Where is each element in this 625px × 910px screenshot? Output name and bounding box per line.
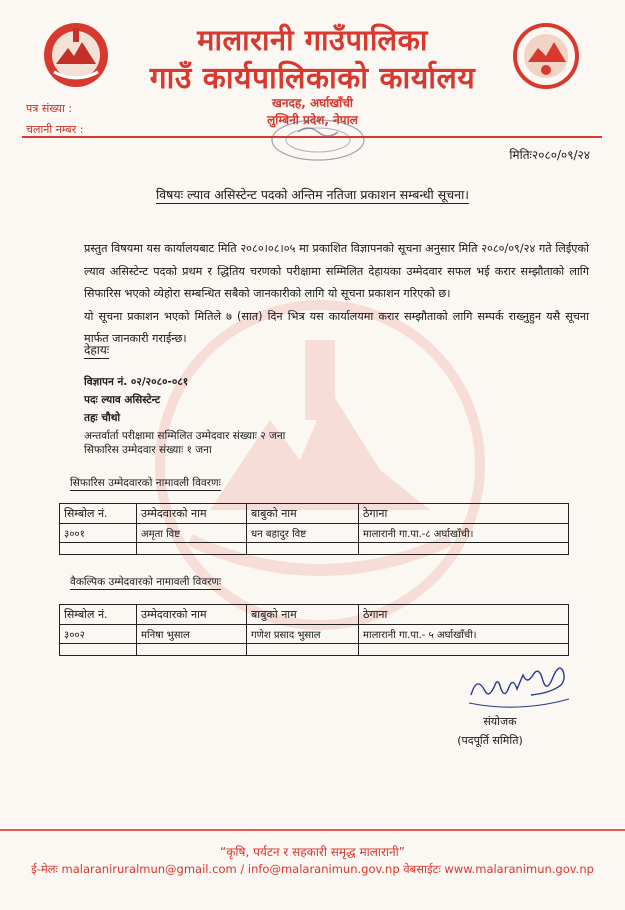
table-spacer-row (60, 543, 569, 555)
cell-candidate: अमृता विष्ट (137, 524, 247, 543)
table-row (60, 625, 569, 644)
recommended-table (59, 503, 569, 555)
body-paragraph-1: प्रस्तुत विषयमा यस कार्यालयबाट मिति २०८०।०८।०५ मा प्रकाशित विज्ञापनको सूचना अनुसार मिति २०८०/०९/२४ गते लिईएको ल्याव असिस्टेन्ट पदको प्रथम र द्धितिय चरणको परीक्षामा सम्मिलित देहायका उम्मेदवार सफल भई करार सम्झौताको लागि सिफारिस भएको व्येहोरा सम्बन्धित सबैको जानकारीको लागि यो सूचना प्रकाशन गरिएको छ। (84, 242, 589, 300)
post-level: तहः चौथो (84, 412, 121, 424)
cell-candidate: मनिषा भुसाल (137, 625, 247, 644)
signature-icon (465, 655, 575, 715)
office-address-line2: लुम्बिनी प्रदेश, नेपाल (267, 113, 358, 127)
recommended-section-title: सिफारिस उम्मेदवारको नामावली विवरणः (70, 477, 221, 489)
subject-line (0, 186, 625, 203)
col-candidate: उम्मेदवारको नाम (137, 605, 247, 625)
alternate-section-title: वैकल्पिक उम्मेदवारको नामावली विवरणः (70, 576, 222, 588)
col-symbol: सिम्बोल नं. (60, 504, 137, 524)
col-address: ठेगाना (359, 605, 569, 625)
interview-count: अन्तर्वार्ता परीक्षामा सम्मिलित उम्मेदवार संख्याः २ जना (84, 430, 286, 442)
footer-divider (0, 829, 625, 831)
alternate-table (59, 604, 569, 656)
table-row (60, 524, 569, 543)
col-father: बाबुको नाम (247, 504, 359, 524)
office-stamp-icon (268, 118, 368, 182)
col-father: बाबुको नाम (247, 605, 359, 625)
cell-father: गणेश प्रसाद भुसाल (247, 625, 359, 644)
body-paragraph-2: यो सूचना प्रकाशन भएको मितिले ७ (सात) दिन भित्र यस कार्यालयमा करार सम्झौताको लागि सम्पर्क राख्नुहुन यसै सूचना मार्फत जानकारी गराईन्छ। (84, 309, 589, 345)
signer-committee: (पदपूर्ति समिति) (457, 734, 523, 747)
dehay-heading: देहायः (84, 343, 110, 357)
cell-symbol: ३००२ (60, 625, 137, 644)
office-title-line1: मालारानी गाउँपालिका (197, 23, 428, 57)
recommended-count: सिफारिस उम्मेदवार संख्याः १ जना (84, 444, 212, 456)
table-header-row (60, 504, 569, 524)
col-candidate: उम्मेदवारको नाम (137, 504, 247, 524)
footer-slogan: “कृषि, पर्यटन र सहकारी समृद्ध मालारानी” (220, 845, 405, 859)
col-address: ठेगाना (359, 504, 569, 524)
letter-date: मितिः२०८०/०९/२४ (509, 148, 590, 162)
dispatch-no-label: चलानी नम्बर : (26, 123, 84, 136)
cell-address: मालारानी गा.पा.- ५ अर्घाखाँची। (359, 625, 569, 644)
cell-address: मालारानी गा.पा.-८ अर्घाखाँची। (359, 524, 569, 543)
table-header-row (60, 605, 569, 625)
cell-father: धन बहादुर विष्ट (247, 524, 359, 543)
col-symbol: सिम्बोल नं. (60, 605, 137, 625)
letter-ref-label: पत्र संख्या : (26, 102, 73, 115)
cell-symbol: ३००१ (60, 524, 137, 543)
signer-role: संयोजक (483, 715, 517, 728)
footer-contact: ई-मेलः malaraniruralmun@gmail.com / info@malaranimun.gov.np वेबसाईटः www.malaranimun.gov.np (31, 862, 594, 876)
ad-number: विज्ञापन नं. ०२/२०८०-०८१ (84, 376, 189, 388)
office-title-line2: गाउँ कार्यपालिकाको कार्यालय (149, 61, 476, 96)
post-name: पदः ल्याव असिस्टेन्ट (84, 394, 161, 406)
table-spacer-row (60, 644, 569, 656)
office-address-line1: खनदह, अर्घाखाँची (272, 96, 353, 110)
subject-text: विषयः ल्याव असिस्टेन्ट पदको अन्तिम नतिजा प्रकाशन सम्बन्धी सूचना। (155, 187, 470, 202)
notice-body (84, 238, 589, 351)
